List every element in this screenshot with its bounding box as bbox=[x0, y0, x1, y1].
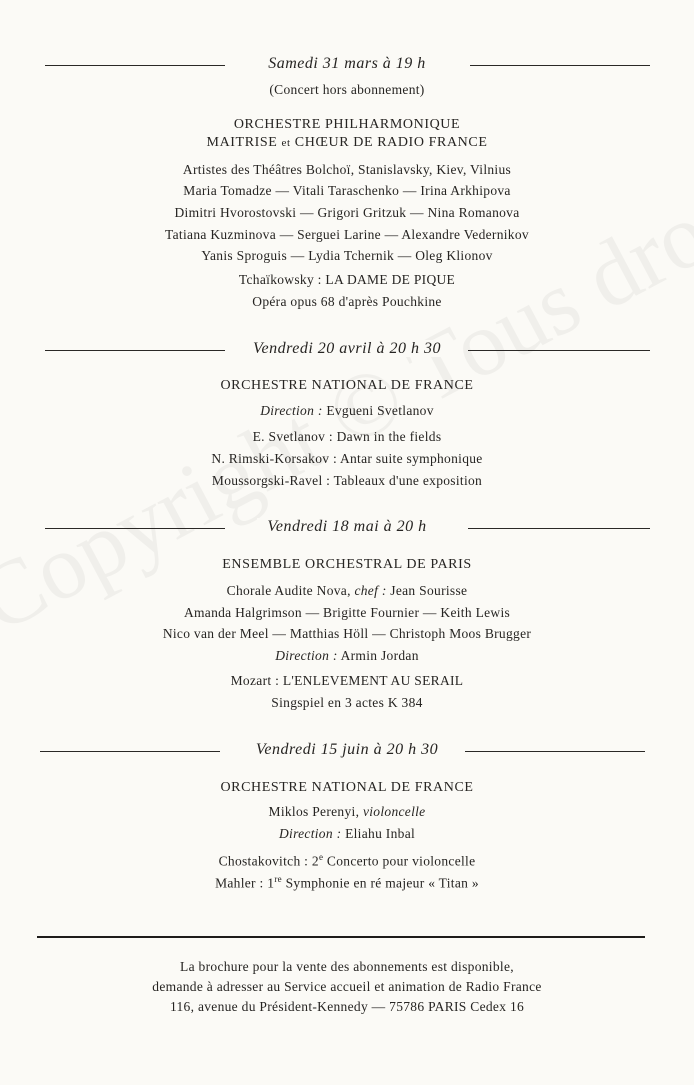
singers-line: Maria Tomadze — Vitali Taraschenko — Irina Arkhipova bbox=[183, 183, 511, 198]
soloist-line: Miklos Perenyi, violoncelle bbox=[268, 804, 426, 819]
concert-date: Samedi 31 mars à 19 h bbox=[258, 55, 436, 72]
orchestra-name: ORCHESTRE NATIONAL DE FRANCE bbox=[220, 378, 474, 393]
chorale-line: Chorale Audite Nova, chef : Jean Sourisse bbox=[226, 583, 468, 598]
program-line: Mahler : 1re Symphonie en ré majeur « Titan » bbox=[215, 874, 479, 891]
composer: Mozart : bbox=[230, 673, 280, 688]
work-detail: Singspiel en 3 actes K 384 bbox=[271, 695, 423, 710]
concert-date-header bbox=[0, 518, 694, 538]
program-line: Moussorgski-Ravel : Tableaux d'une exposition bbox=[211, 473, 483, 488]
artists-line: Artistes des Théâtres Bolchoï, Stanislavsky, Kiev, Vilnius bbox=[182, 162, 512, 177]
conductor-line: Direction : Eliahu Inbal bbox=[278, 826, 416, 841]
choir-name: MAITRISE et CHŒUR DE RADIO FRANCE bbox=[206, 135, 488, 150]
orchestra-name: ORCHESTRE NATIONAL DE FRANCE bbox=[220, 780, 474, 795]
work-title: LA DAME DE PIQUE bbox=[325, 272, 456, 287]
orchestra-name: ORCHESTRE PHILHARMONIQUE bbox=[233, 117, 461, 132]
concert-date: Vendredi 15 juin à 20 h 30 bbox=[246, 741, 448, 758]
concert-date-header bbox=[0, 741, 694, 761]
program-line: Chostakovitch : 2e Concerto pour violoncelle bbox=[218, 852, 476, 869]
footer-line: La brochure pour la vente des abonnements est disponible, bbox=[180, 959, 514, 974]
footer-divider bbox=[37, 936, 645, 938]
singers-line: Tatiana Kuzminova — Serguei Larine — Alexandre Vedernikov bbox=[165, 227, 529, 242]
singers-line: Amanda Halgrimson — Brigitte Fournier — Keith Lewis bbox=[183, 605, 511, 620]
footer-line: demande à adresser au Service accueil et animation de Radio France bbox=[152, 979, 542, 994]
concert-date-header bbox=[0, 340, 694, 360]
program-line: E. Svetlanov : Dawn in the fields bbox=[252, 429, 442, 444]
footer-line: 116, avenue du Président-Kennedy — 75786 PARIS Cedex 16 bbox=[169, 999, 525, 1014]
concert-date-header bbox=[0, 55, 694, 75]
program-line bbox=[0, 272, 694, 288]
work-detail: Opéra opus 68 d'après Pouchkine bbox=[252, 294, 442, 309]
orchestra-name: ENSEMBLE ORCHESTRAL DE PARIS bbox=[222, 557, 472, 572]
singers-line: Yanis Sproguis — Lydia Tchernik — Oleg Klionov bbox=[201, 248, 493, 263]
conductor-line: Direction : Armin Jordan bbox=[275, 648, 419, 663]
program-line: N. Rimski-Korsakov : Antar suite symphonique bbox=[211, 451, 483, 466]
singers-line: Dimitri Hvorostovski — Grigori Gritzuk — Nina Romanova bbox=[174, 205, 520, 220]
composer: Tchaïkowsky : bbox=[238, 272, 322, 287]
concert-date: Vendredi 20 avril à 20 h 30 bbox=[243, 340, 451, 357]
concert-note: (Concert hors abonnement) bbox=[269, 82, 425, 97]
singers-line: Nico van der Meel — Matthias Höll — Christoph Moos Brugger bbox=[162, 626, 532, 641]
work-title: L'ENLEVEMENT AU SERAIL bbox=[282, 673, 464, 688]
program-line bbox=[0, 673, 694, 689]
concert-date: Vendredi 18 mai à 20 h bbox=[257, 518, 436, 535]
conductor-line: Direction : Evgueni Svetlanov bbox=[260, 403, 434, 418]
